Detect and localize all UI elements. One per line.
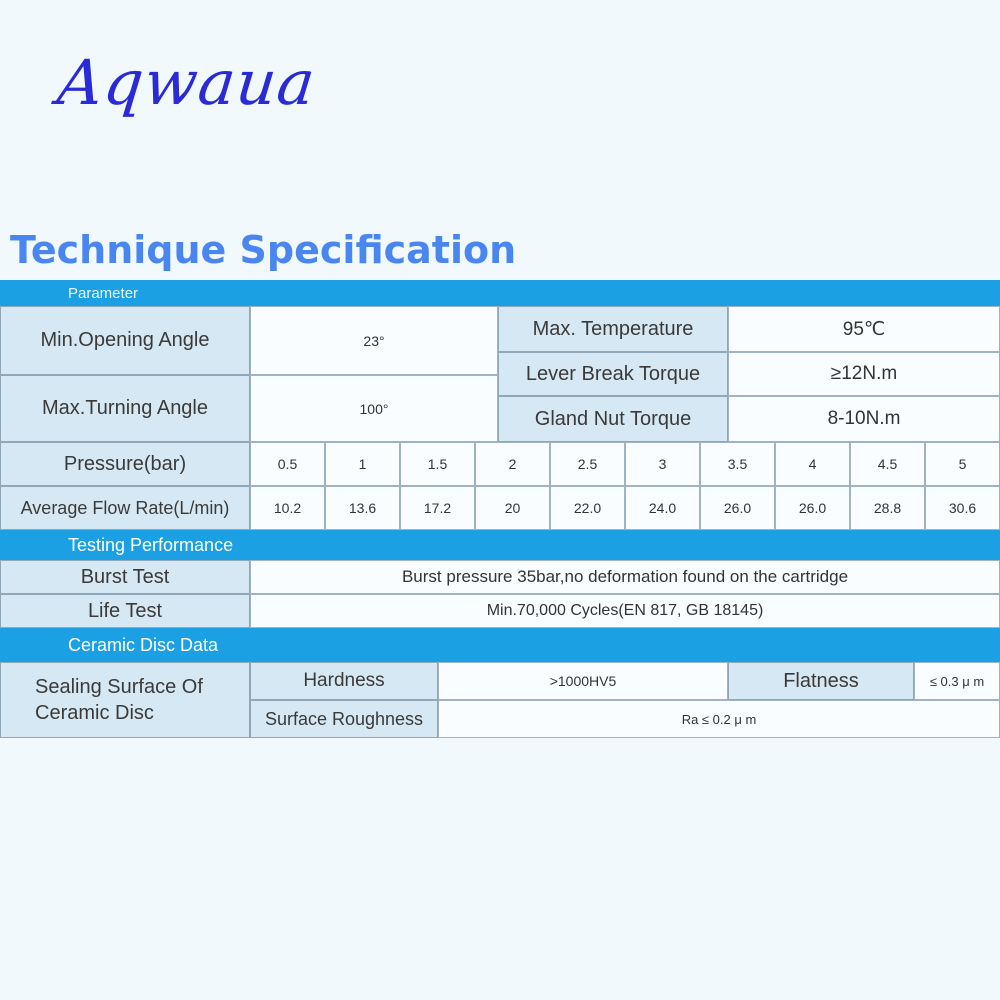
value-gland-nut-torque: 8-10N.m xyxy=(728,396,1000,442)
pressure-cell: 2.5 xyxy=(550,442,625,486)
value-lever-break-torque: ≥12N.m xyxy=(728,352,1000,396)
pressure-cell: 0.5 xyxy=(250,442,325,486)
label-flatness: Flatness xyxy=(728,662,914,700)
label-sealing-surface-line2: Ceramic Disc xyxy=(35,702,154,724)
label-hardness: Hardness xyxy=(250,662,438,700)
value-surface-roughness: Ra ≤ 0.2 μ m xyxy=(438,700,1000,738)
value-min-opening-angle: 23° xyxy=(250,306,498,375)
flow-rate-cell: 28.8 xyxy=(850,486,925,530)
value-burst-test: Burst pressure 35bar,no deformation found on the cartridge xyxy=(250,560,1000,594)
brand-logo: Aqwaua xyxy=(54,46,320,119)
label-life-test: Life Test xyxy=(0,594,250,628)
label-surface-roughness: Surface Roughness xyxy=(250,700,438,738)
page-title: Technique Specification xyxy=(10,228,517,272)
label-max-turning-angle: Max.Turning Angle xyxy=(0,375,250,442)
pressure-cell: 2 xyxy=(475,442,550,486)
pressure-cell: 1.5 xyxy=(400,442,475,486)
label-average-flow-rate: Average Flow Rate(L/min) xyxy=(0,486,250,530)
label-burst-test: Burst Test xyxy=(0,560,250,594)
spec-table xyxy=(0,280,1000,740)
pressure-cell: 1 xyxy=(325,442,400,486)
value-max-temperature: 95℃ xyxy=(728,306,1000,352)
label-pressure: Pressure(bar) xyxy=(0,442,250,486)
flow-rate-cell: 17.2 xyxy=(400,486,475,530)
flow-rate-cell: 26.0 xyxy=(700,486,775,530)
value-life-test: Min.70,000 Cycles(EN 817, GB 18145) xyxy=(250,594,1000,628)
pressure-cell: 3.5 xyxy=(700,442,775,486)
value-max-turning-angle: 100° xyxy=(250,375,498,442)
value-flatness: ≤ 0.3 μ m xyxy=(914,662,1000,700)
label-sealing-surface-line1: Sealing Surface Of xyxy=(35,676,203,698)
section-header-ceramic: Ceramic Disc Data xyxy=(0,628,1000,662)
pressure-cell: 5 xyxy=(925,442,1000,486)
section-header-testing: Testing Performance xyxy=(0,530,1000,560)
label-sealing-surface xyxy=(0,662,250,738)
flow-rate-cell: 26.0 xyxy=(775,486,850,530)
flow-rate-cell: 30.6 xyxy=(925,486,1000,530)
label-lever-break-torque: Lever Break Torque xyxy=(498,352,728,396)
label-max-temperature: Max. Temperature xyxy=(498,306,728,352)
flow-rate-cell: 13.6 xyxy=(325,486,400,530)
value-hardness: >1000HV5 xyxy=(438,662,728,700)
flow-rate-cell: 24.0 xyxy=(625,486,700,530)
pressure-cell: 4 xyxy=(775,442,850,486)
label-gland-nut-torque: Gland Nut Torque xyxy=(498,396,728,442)
flow-rate-cell: 10.2 xyxy=(250,486,325,530)
section-header-parameter: Parameter xyxy=(0,280,1000,306)
label-min-opening-angle: Min.Opening Angle xyxy=(0,306,250,375)
flow-rate-cell: 22.0 xyxy=(550,486,625,530)
flow-rate-cell: 20 xyxy=(475,486,550,530)
pressure-cell: 3 xyxy=(625,442,700,486)
pressure-cell: 4.5 xyxy=(850,442,925,486)
